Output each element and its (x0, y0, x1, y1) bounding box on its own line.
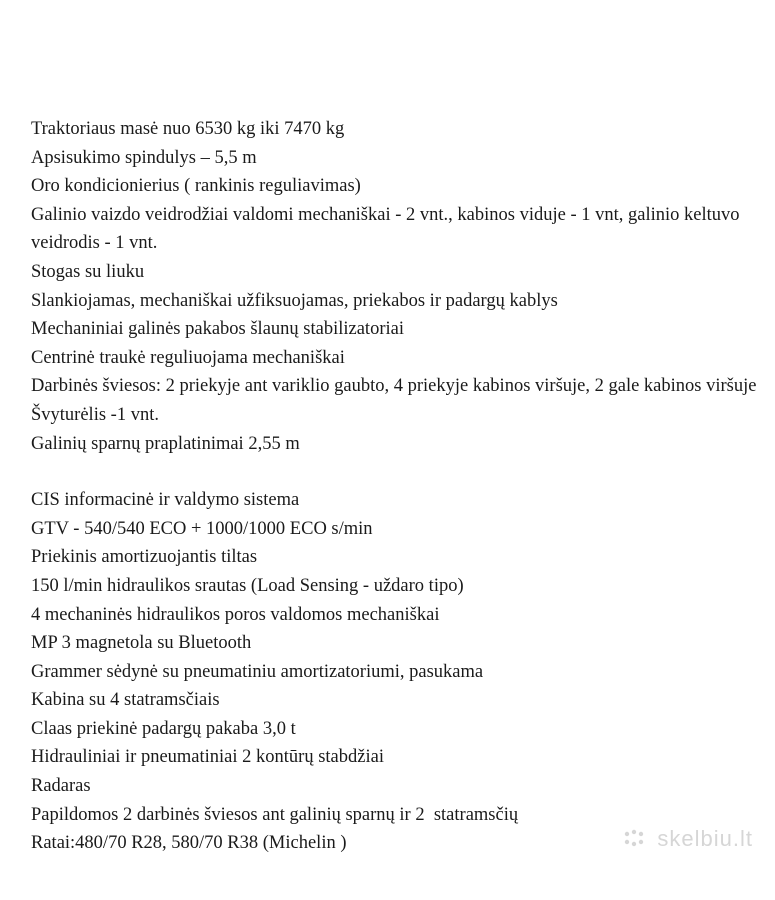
spec-line: Slankiojamas, mechaniškai užfiksuojamas, priekabos ir padargų kablys (31, 290, 558, 311)
spec-line: GTV - 540/540 ECO + 1000/1000 ECO s/min (31, 518, 373, 539)
spec-line: Švyturėlis -1 vnt. (31, 404, 159, 425)
spec-line: 150 l/min hidraulikos srautas (Load Sensing - uždaro tipo) (31, 575, 464, 596)
spec-line: Apsisukimo spindulys – 5,5 m (31, 147, 257, 168)
spec-line: Centrinė traukė reguliuojama mechaniškai (31, 347, 345, 368)
spec-line: Radaras (31, 776, 91, 797)
skelbiu-logo-icon (621, 828, 651, 850)
spec-line: Traktoriaus masė nuo 6530 kg iki 7470 kg (31, 119, 345, 139)
spec-line: 4 mechaninės hidraulikos poros valdomos mechaniškai (31, 604, 440, 625)
spec-line: Darbinės šviesos: 2 priekyje ant variklio gaubto, 4 priekyje kabinos viršuje, 2 gale kabinos viršuje (31, 376, 757, 397)
spec-line: Oro kondicionierius ( rankinis reguliavimas) (31, 176, 361, 197)
spec-line: MP 3 magnetola su Bluetooth (31, 633, 252, 654)
spec-line: Hidrauliniai ir pneumatiniai 2 kontūrų stabdžiai (31, 747, 384, 768)
watermark-text: skelbiu.lt (657, 826, 753, 851)
spec-line: Grammer sėdynė su pneumatiniu amortizatoriumi, pasukama (31, 661, 484, 682)
spec-line: Ratai:480/70 R28, 580/70 R38 (Michelin ) (31, 833, 347, 854)
spec-line: CIS informacinė ir valdymo sistema (31, 490, 300, 511)
spec-line: Galinių sparnų praplatinimai 2,55 m (31, 433, 300, 454)
spec-line: Priekinis amortizuojantis tiltas (31, 547, 258, 568)
spec-line: Papildomos 2 darbinės šviesos ant galinių sparnų ir 2 statramsčių (31, 804, 519, 825)
spec-line: Kabina su 4 statramsčiais (31, 690, 220, 711)
spec-list (31, 115, 766, 858)
spec-line: Galinio vaizdo veidrodžiai valdomi mechaniškai - 2 vnt., kabinos viduje - 1 vnt, galinio keltuvo veidrodis - 1 vnt. (31, 204, 740, 254)
spec-line: Stogas su liuku (31, 261, 145, 282)
section-gap (31, 458, 766, 486)
watermark (621, 826, 753, 852)
spec-line: Claas priekinė padargų pakaba 3,0 t (31, 718, 296, 739)
spec-line: Mechaniniai galinės pakabos šlaunų stabilizatoriai (31, 319, 404, 340)
